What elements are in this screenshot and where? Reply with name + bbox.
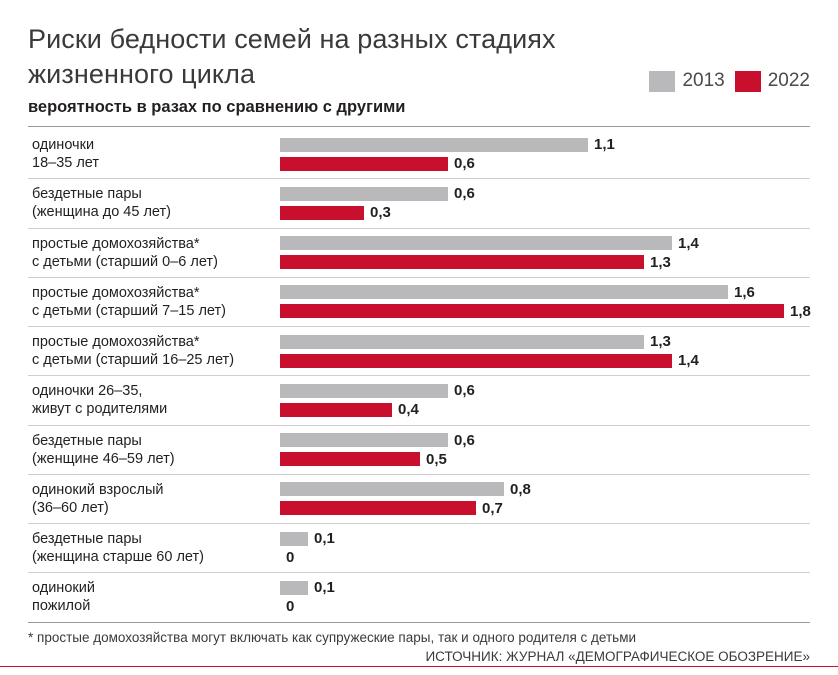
bar-value-label: 0,6 xyxy=(454,185,475,203)
bar-2022 xyxy=(280,304,784,318)
bar-2022 xyxy=(280,157,448,171)
bar-line xyxy=(280,285,811,299)
category-label-line1: одиночки xyxy=(32,137,95,153)
category-label xyxy=(28,524,280,572)
bar-group xyxy=(280,278,811,326)
legend-swatch-2013 xyxy=(649,71,675,92)
chart-row xyxy=(28,573,810,622)
category-label xyxy=(28,179,280,227)
bar-2013 xyxy=(280,532,308,546)
bar-value-label: 0,3 xyxy=(370,204,391,222)
bottom-accent-rule xyxy=(0,666,838,667)
bar-line xyxy=(280,206,810,220)
bar-value-label: 0,8 xyxy=(510,480,531,498)
chart-legend xyxy=(649,70,810,92)
category-label-line1: простые домохозяйства* xyxy=(32,334,200,350)
category-label-line2: с детьми (старший 7–15 лет) xyxy=(32,302,226,319)
chart-row xyxy=(28,278,810,327)
bar-value-label: 0,5 xyxy=(426,450,447,468)
category-label xyxy=(28,573,280,621)
bar-chart xyxy=(28,130,810,623)
category-label-line1: простые домохозяйства* xyxy=(32,235,200,252)
bar-value-label: 1,4 xyxy=(678,352,699,370)
bar-2013 xyxy=(280,384,448,398)
category-label-line2: с детьми (старший 0–6 лет) xyxy=(32,253,218,270)
bar-2022 xyxy=(280,452,420,466)
category-label-line2: пожилой xyxy=(32,598,91,615)
bar-line xyxy=(280,236,810,250)
bar-line xyxy=(280,551,810,565)
bar-2022 xyxy=(280,255,644,269)
chart-row xyxy=(28,376,810,425)
header-divider xyxy=(28,126,810,127)
chart-row xyxy=(28,475,810,524)
category-label-line2: (женщина старше 60 лет) xyxy=(32,549,204,566)
bar-2022 xyxy=(280,501,476,515)
bar-line xyxy=(280,433,810,447)
bar-line xyxy=(280,452,810,466)
chart-source: ИСТОЧНИК: ЖУРНАЛ «ДЕМОГРАФИЧЕСКОЕ ОБОЗРЕНИЕ» xyxy=(425,648,810,664)
bar-2013 xyxy=(280,285,728,299)
category-label xyxy=(28,475,280,523)
bar-line xyxy=(280,600,810,614)
chart-row xyxy=(28,179,810,228)
legend-item-2013 xyxy=(649,70,724,92)
bar-group xyxy=(280,179,810,227)
bar-group xyxy=(280,426,810,474)
bar-2013 xyxy=(280,581,308,595)
page-title: Риски бедности семей на разных стадиях жизненного цикла xyxy=(28,24,556,89)
bar-2013 xyxy=(280,335,644,349)
bar-2022 xyxy=(280,354,672,368)
category-label xyxy=(28,376,280,424)
bar-group xyxy=(280,376,810,424)
bar-line xyxy=(280,157,810,171)
bar-value-label: 1,4 xyxy=(678,234,699,252)
bar-value-label: 1,6 xyxy=(734,283,755,301)
bar-value-label: 0,6 xyxy=(454,155,475,173)
bar-2013 xyxy=(280,433,448,447)
category-label-line2: 18–35 лет xyxy=(32,155,100,172)
chart-row xyxy=(28,426,810,475)
bar-value-label: 0,1 xyxy=(314,530,335,548)
bar-line xyxy=(280,354,810,368)
bar-value-label: 1,8 xyxy=(790,302,811,320)
category-label xyxy=(28,327,280,375)
bar-line xyxy=(280,403,810,417)
chart-row xyxy=(28,524,810,573)
chart-header xyxy=(28,22,810,92)
category-label-line2: живут с родителями xyxy=(32,401,168,418)
bar-value-label: 1,3 xyxy=(650,253,671,271)
category-label-line2: (женщина до 45 лет) xyxy=(32,204,171,221)
legend-label-2013: 2013 xyxy=(682,70,725,91)
bar-2013 xyxy=(280,482,504,496)
category-label-line2: (женщине 46–59 лет) xyxy=(32,450,175,467)
bar-2022 xyxy=(280,403,392,417)
category-label xyxy=(28,130,280,178)
bar-line xyxy=(280,138,810,152)
category-label-line1: одинокий xyxy=(32,580,95,597)
category-label-line1: бездетные пары xyxy=(32,432,142,449)
bar-group xyxy=(280,229,810,277)
bar-value-label: 1,1 xyxy=(594,136,615,154)
bar-line xyxy=(280,532,810,546)
bar-value-label: 0,1 xyxy=(314,579,335,597)
chart-footnote: * простые домохозяйства могут включать как супружеские пары, так и одного родителя с детьми xyxy=(28,629,637,645)
category-label xyxy=(28,278,280,326)
bar-value-label: 0,7 xyxy=(482,499,503,517)
category-label-line1: одиночки 26–35, xyxy=(32,383,143,400)
bar-2013 xyxy=(280,138,588,152)
category-label-line1: простые домохозяйства* xyxy=(32,284,200,301)
bar-group xyxy=(280,524,810,572)
bar-value-label: 1,3 xyxy=(650,333,671,351)
bar-group xyxy=(280,475,810,523)
bar-2013 xyxy=(280,236,672,250)
chart-subtitle: вероятность в разах по сравнению с другими xyxy=(28,98,406,116)
category-label-line2: (36–60 лет) xyxy=(32,499,109,516)
chart-row xyxy=(28,327,810,376)
bar-group xyxy=(280,327,810,375)
bar-2022 xyxy=(280,206,364,220)
bar-line xyxy=(280,384,810,398)
chart-row xyxy=(28,229,810,278)
bar-value-label: 0,6 xyxy=(454,431,475,449)
category-label-line1: одинокий взрослый xyxy=(32,481,164,498)
bar-line xyxy=(280,255,810,269)
bar-value-label: 0,4 xyxy=(398,401,419,419)
bar-group xyxy=(280,130,810,178)
category-label-line2: с детьми (старший 16–25 лет) xyxy=(32,352,235,369)
bar-line xyxy=(280,501,810,515)
bar-line xyxy=(280,187,810,201)
legend-swatch-2022 xyxy=(735,71,761,92)
bar-line xyxy=(280,335,810,349)
bar-value-label: 0 xyxy=(286,598,295,616)
category-label xyxy=(28,426,280,474)
legend-item-2022 xyxy=(735,70,810,92)
category-label xyxy=(28,229,280,277)
bar-value-label: 0,6 xyxy=(454,382,475,400)
legend-label-2022: 2022 xyxy=(767,70,810,91)
bar-value-label: 0 xyxy=(286,549,295,567)
category-label-line1: бездетные пары xyxy=(32,531,142,547)
category-label-line1: бездетные пары xyxy=(32,186,142,203)
bar-line xyxy=(280,304,811,318)
bar-line xyxy=(280,482,810,496)
bar-group xyxy=(280,573,810,621)
chart-row xyxy=(28,130,810,179)
bar-line xyxy=(280,581,810,595)
bar-2013 xyxy=(280,187,448,201)
